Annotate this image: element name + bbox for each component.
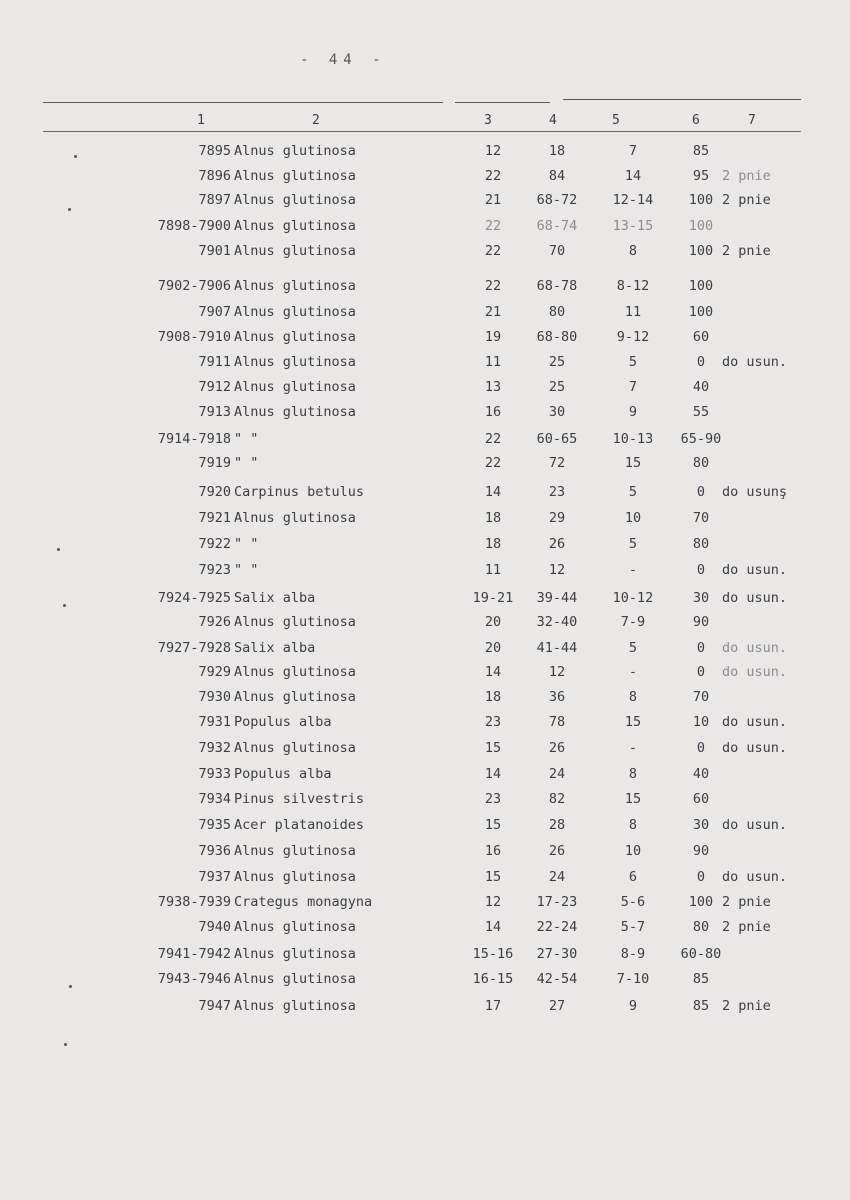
header-col-5: 5 bbox=[612, 113, 620, 128]
col-6-value: 10 bbox=[692, 714, 710, 730]
remarks: do usun. bbox=[722, 590, 788, 606]
col-5-value: 6 bbox=[628, 869, 638, 885]
col-6-value: 60 bbox=[692, 329, 710, 345]
header-col-6: 6 bbox=[692, 113, 700, 128]
col-5-value: 9 bbox=[628, 998, 638, 1014]
col-6-value: 100 bbox=[688, 894, 714, 910]
row-number: 7920 bbox=[198, 484, 231, 500]
species-name: Alnus glutinosa bbox=[234, 510, 356, 526]
species-name: Crategus monagyna bbox=[234, 894, 373, 910]
col-3-value: 19-21 bbox=[472, 590, 514, 606]
row-number: 7927-7928 bbox=[157, 640, 231, 656]
col-4-value: 68-78 bbox=[536, 278, 578, 294]
col-6-value: 80 bbox=[692, 536, 710, 552]
col-4-value: 18 bbox=[548, 143, 566, 159]
row-number: 7902-7906 bbox=[157, 278, 231, 294]
table-row bbox=[0, 510, 850, 530]
margin-mark bbox=[68, 208, 71, 211]
col-3-value: 15 bbox=[484, 740, 502, 756]
table-row bbox=[0, 404, 850, 424]
col-6-value: 0 bbox=[696, 354, 706, 370]
table-row bbox=[0, 431, 850, 451]
species-name: Populus alba bbox=[234, 766, 332, 782]
species-name: Alnus glutinosa bbox=[234, 614, 356, 630]
header-col-1: 1 bbox=[197, 113, 205, 128]
row-number: 7919 bbox=[198, 455, 231, 471]
col-3-value: 21 bbox=[484, 192, 502, 208]
col-4-value: 68-72 bbox=[536, 192, 578, 208]
row-number: 7930 bbox=[198, 689, 231, 705]
row-number: 7908-7910 bbox=[157, 329, 231, 345]
species-name: Alnus glutinosa bbox=[234, 168, 356, 184]
species-name: Alnus glutinosa bbox=[234, 843, 356, 859]
col-4-value: 41-44 bbox=[536, 640, 578, 656]
col-6-value: 30 bbox=[692, 590, 710, 606]
species-name: Alnus glutinosa bbox=[234, 354, 356, 370]
row-number: 7923 bbox=[198, 562, 231, 578]
col-5-value: 10 bbox=[624, 843, 642, 859]
species-name: Carpinus betulus bbox=[234, 484, 365, 500]
col-3-value: 15 bbox=[484, 817, 502, 833]
remarks: 2 pnie bbox=[722, 243, 771, 259]
species-name: Alnus glutinosa bbox=[234, 329, 356, 345]
col-4-value: 36 bbox=[548, 689, 566, 705]
col-6-value: 0 bbox=[696, 640, 706, 656]
col-6-value: 40 bbox=[692, 379, 710, 395]
col-4-value: 80 bbox=[548, 304, 566, 320]
col-6-value: 0 bbox=[696, 740, 706, 756]
col-5-value: - bbox=[628, 562, 638, 578]
row-number: 7935 bbox=[198, 817, 231, 833]
table-row bbox=[0, 766, 850, 786]
table-row bbox=[0, 329, 850, 349]
margin-mark bbox=[69, 985, 72, 988]
col-6-value: 60-80 bbox=[680, 946, 722, 962]
table-row bbox=[0, 664, 850, 684]
table-row bbox=[0, 536, 850, 556]
col-6-value: 80 bbox=[692, 919, 710, 935]
table-row bbox=[0, 946, 850, 966]
species-name: Alnus glutinosa bbox=[234, 689, 356, 705]
col-5-value: 14 bbox=[624, 168, 642, 184]
col-3-value: 19 bbox=[484, 329, 502, 345]
col-5-value: 10-12 bbox=[612, 590, 654, 606]
remarks: do usun. bbox=[722, 354, 788, 370]
margin-mark bbox=[74, 155, 77, 158]
col-5-value: - bbox=[628, 740, 638, 756]
col-5-value: 5-7 bbox=[620, 919, 646, 935]
col-4-value: 25 bbox=[548, 379, 566, 395]
col-4-value: 68-74 bbox=[536, 218, 578, 234]
remarks: 2 pnie bbox=[722, 894, 771, 910]
species-name: Pinus silvestris bbox=[234, 791, 365, 807]
remarks: 2 pnie bbox=[722, 168, 771, 184]
table-row bbox=[0, 590, 850, 610]
col-6-value: 0 bbox=[696, 664, 706, 680]
col-5-value: 15 bbox=[624, 791, 642, 807]
col-4-value: 60-65 bbox=[536, 431, 578, 447]
species-name: " " bbox=[234, 562, 259, 578]
col-3-value: 18 bbox=[484, 536, 502, 552]
table-row bbox=[0, 455, 850, 475]
col-6-value: 100 bbox=[688, 192, 714, 208]
species-name: Alnus glutinosa bbox=[234, 998, 356, 1014]
col-4-value: 72 bbox=[548, 455, 566, 471]
col-6-value: 0 bbox=[696, 562, 706, 578]
col-5-value: 7-10 bbox=[616, 971, 650, 987]
col-6-value: 95 bbox=[692, 168, 710, 184]
species-name: Alnus glutinosa bbox=[234, 919, 356, 935]
table-row bbox=[0, 919, 850, 939]
species-name: " " bbox=[234, 536, 259, 552]
col-3-value: 12 bbox=[484, 143, 502, 159]
row-number: 7911 bbox=[198, 354, 231, 370]
col-4-value: 22-24 bbox=[536, 919, 578, 935]
species-name: Alnus glutinosa bbox=[234, 379, 356, 395]
col-5-value: 9-12 bbox=[616, 329, 650, 345]
col-5-value: 15 bbox=[624, 455, 642, 471]
row-number: 7943-7946 bbox=[157, 971, 231, 987]
col-3-value: 17 bbox=[484, 998, 502, 1014]
row-number: 7929 bbox=[198, 664, 231, 680]
col-3-value: 16 bbox=[484, 404, 502, 420]
species-name: Salix alba bbox=[234, 590, 316, 606]
col-6-value: 90 bbox=[692, 843, 710, 859]
margin-mark bbox=[57, 548, 60, 551]
page-number: - 44 - bbox=[300, 52, 387, 68]
table-row bbox=[0, 379, 850, 399]
row-number: 7914-7918 bbox=[157, 431, 231, 447]
table-row bbox=[0, 791, 850, 811]
col-3-value: 14 bbox=[484, 919, 502, 935]
remarks: do usun. bbox=[722, 740, 788, 756]
row-number: 7907 bbox=[198, 304, 231, 320]
table-row bbox=[0, 354, 850, 374]
species-name: Alnus glutinosa bbox=[234, 143, 356, 159]
row-number: 7938-7939 bbox=[157, 894, 231, 910]
col-4-value: 27 bbox=[548, 998, 566, 1014]
col-3-value: 16 bbox=[484, 843, 502, 859]
species-name: Alnus glutinosa bbox=[234, 192, 356, 208]
col-4-value: 27-30 bbox=[536, 946, 578, 962]
col-5-value: 10 bbox=[624, 510, 642, 526]
row-number: 7937 bbox=[198, 869, 231, 885]
col-4-value: 32-40 bbox=[536, 614, 578, 630]
col-3-value: 18 bbox=[484, 510, 502, 526]
col-6-value: 30 bbox=[692, 817, 710, 833]
table-row bbox=[0, 817, 850, 837]
col-5-value: 5 bbox=[628, 536, 638, 552]
col-3-value: 14 bbox=[484, 484, 502, 500]
row-number: 7912 bbox=[198, 379, 231, 395]
col-4-value: 68-80 bbox=[536, 329, 578, 345]
table-row bbox=[0, 143, 850, 163]
col-6-value: 85 bbox=[692, 143, 710, 159]
col-3-value: 14 bbox=[484, 766, 502, 782]
col-5-value: 8 bbox=[628, 689, 638, 705]
col-3-value: 22 bbox=[484, 168, 502, 184]
species-name: " " bbox=[234, 455, 259, 471]
col-3-value: 21 bbox=[484, 304, 502, 320]
col-3-value: 23 bbox=[484, 714, 502, 730]
row-number: 7926 bbox=[198, 614, 231, 630]
species-name: Alnus glutinosa bbox=[234, 740, 356, 756]
col-4-value: 70 bbox=[548, 243, 566, 259]
remarks: do usun. bbox=[722, 664, 788, 680]
col-3-value: 12 bbox=[484, 894, 502, 910]
col-5-value: - bbox=[628, 664, 638, 680]
col-4-value: 82 bbox=[548, 791, 566, 807]
col-6-value: 80 bbox=[692, 455, 710, 471]
species-name: Alnus glutinosa bbox=[234, 243, 356, 259]
col-4-value: 29 bbox=[548, 510, 566, 526]
table-row bbox=[0, 971, 850, 991]
col-3-value: 23 bbox=[484, 791, 502, 807]
row-number: 7932 bbox=[198, 740, 231, 756]
col-5-value: 5 bbox=[628, 484, 638, 500]
col-6-value: 85 bbox=[692, 971, 710, 987]
col-6-value: 65-90 bbox=[680, 431, 722, 447]
col-5-value: 7 bbox=[628, 143, 638, 159]
col-3-value: 22 bbox=[484, 278, 502, 294]
col-5-value: 15 bbox=[624, 714, 642, 730]
species-name: Alnus glutinosa bbox=[234, 664, 356, 680]
table-row bbox=[0, 192, 850, 212]
table-row bbox=[0, 740, 850, 760]
species-name: Salix alba bbox=[234, 640, 316, 656]
col-5-value: 12-14 bbox=[612, 192, 654, 208]
col-5-value: 8-9 bbox=[620, 946, 646, 962]
col-4-value: 28 bbox=[548, 817, 566, 833]
table-row bbox=[0, 998, 850, 1018]
table-row bbox=[0, 243, 850, 263]
col-5-value: 7-9 bbox=[620, 614, 646, 630]
table-row bbox=[0, 843, 850, 863]
remarks: 2 pnie bbox=[722, 998, 771, 1014]
col-4-value: 23 bbox=[548, 484, 566, 500]
table-row bbox=[0, 640, 850, 660]
col-4-value: 17-23 bbox=[536, 894, 578, 910]
row-number: 7898-7900 bbox=[157, 218, 231, 234]
col-6-value: 100 bbox=[688, 304, 714, 320]
col-6-value: 0 bbox=[696, 484, 706, 500]
remarks: 2 pnie bbox=[722, 919, 771, 935]
table-row bbox=[0, 614, 850, 634]
row-number: 7941-7942 bbox=[157, 946, 231, 962]
col-4-value: 84 bbox=[548, 168, 566, 184]
row-number: 7897 bbox=[198, 192, 231, 208]
col-5-value: 8 bbox=[628, 766, 638, 782]
col-4-value: 12 bbox=[548, 562, 566, 578]
row-number: 7921 bbox=[198, 510, 231, 526]
col-6-value: 70 bbox=[692, 689, 710, 705]
col-5-value: 8 bbox=[628, 243, 638, 259]
remarks: do usun. bbox=[722, 869, 788, 885]
col-6-value: 90 bbox=[692, 614, 710, 630]
col-3-value: 13 bbox=[484, 379, 502, 395]
table-row bbox=[0, 484, 850, 504]
species-name: " " bbox=[234, 431, 259, 447]
remarks: 2 pnie bbox=[722, 192, 771, 208]
col-3-value: 22 bbox=[484, 455, 502, 471]
col-6-value: 60 bbox=[692, 791, 710, 807]
col-3-value: 15-16 bbox=[472, 946, 514, 962]
col-3-value: 11 bbox=[484, 562, 502, 578]
col-5-value: 8-12 bbox=[616, 278, 650, 294]
col-3-value: 16-15 bbox=[472, 971, 514, 987]
row-number: 7931 bbox=[198, 714, 231, 730]
col-4-value: 12 bbox=[548, 664, 566, 680]
row-number: 7896 bbox=[198, 168, 231, 184]
species-name: Alnus glutinosa bbox=[234, 304, 356, 320]
header-col-4: 4 bbox=[549, 113, 557, 128]
col-4-value: 24 bbox=[548, 869, 566, 885]
species-name: Alnus glutinosa bbox=[234, 946, 356, 962]
col-6-value: 40 bbox=[692, 766, 710, 782]
col-5-value: 9 bbox=[628, 404, 638, 420]
remarks: do usun. bbox=[722, 562, 788, 578]
species-name: Alnus glutinosa bbox=[234, 218, 356, 234]
col-6-value: 70 bbox=[692, 510, 710, 526]
col-4-value: 42-54 bbox=[536, 971, 578, 987]
species-name: Alnus glutinosa bbox=[234, 971, 356, 987]
row-number: 7913 bbox=[198, 404, 231, 420]
row-number: 7895 bbox=[198, 143, 231, 159]
header-col-7: 7 bbox=[748, 113, 756, 128]
table-row bbox=[0, 689, 850, 709]
species-name: Alnus glutinosa bbox=[234, 869, 356, 885]
col-4-value: 39-44 bbox=[536, 590, 578, 606]
row-number: 7936 bbox=[198, 843, 231, 859]
species-name: Alnus glutinosa bbox=[234, 278, 356, 294]
col-6-value: 0 bbox=[696, 869, 706, 885]
remarks: do usun. bbox=[722, 714, 788, 730]
col-6-value: 100 bbox=[688, 278, 714, 294]
col-4-value: 26 bbox=[548, 843, 566, 859]
col-3-value: 14 bbox=[484, 664, 502, 680]
col-3-value: 22 bbox=[484, 431, 502, 447]
table-row bbox=[0, 562, 850, 582]
species-name: Populus alba bbox=[234, 714, 332, 730]
col-3-value: 22 bbox=[484, 218, 502, 234]
margin-mark bbox=[64, 1043, 67, 1046]
col-3-value: 18 bbox=[484, 689, 502, 705]
col-6-value: 85 bbox=[692, 998, 710, 1014]
row-number: 7922 bbox=[198, 536, 231, 552]
remarks: do usunş bbox=[722, 484, 788, 500]
col-4-value: 24 bbox=[548, 766, 566, 782]
col-6-value: 55 bbox=[692, 404, 710, 420]
header-col-2: 2 bbox=[312, 113, 320, 128]
table-row bbox=[0, 304, 850, 324]
col-3-value: 20 bbox=[484, 640, 502, 656]
col-6-value: 100 bbox=[688, 243, 714, 259]
col-4-value: 26 bbox=[548, 740, 566, 756]
col-5-value: 10-13 bbox=[612, 431, 654, 447]
remarks: do usun. bbox=[722, 817, 788, 833]
col-4-value: 78 bbox=[548, 714, 566, 730]
row-number: 7933 bbox=[198, 766, 231, 782]
row-number: 7934 bbox=[198, 791, 231, 807]
col-5-value: 5-6 bbox=[620, 894, 646, 910]
col-5-value: 5 bbox=[628, 354, 638, 370]
col-5-value: 11 bbox=[624, 304, 642, 320]
table-row bbox=[0, 278, 850, 298]
species-name: Acer platanoides bbox=[234, 817, 365, 833]
col-6-value: 100 bbox=[688, 218, 714, 234]
col-5-value: 13-15 bbox=[612, 218, 654, 234]
col-3-value: 11 bbox=[484, 354, 502, 370]
col-4-value: 30 bbox=[548, 404, 566, 420]
table-row bbox=[0, 869, 850, 889]
col-5-value: 5 bbox=[628, 640, 638, 656]
row-number: 7901 bbox=[198, 243, 231, 259]
col-3-value: 15 bbox=[484, 869, 502, 885]
row-number: 7940 bbox=[198, 919, 231, 935]
col-5-value: 8 bbox=[628, 817, 638, 833]
table-row bbox=[0, 714, 850, 734]
header-col-3: 3 bbox=[484, 113, 492, 128]
col-5-value: 7 bbox=[628, 379, 638, 395]
table-row bbox=[0, 894, 850, 914]
table-row bbox=[0, 218, 850, 238]
row-number: 7924-7925 bbox=[157, 590, 231, 606]
col-3-value: 22 bbox=[484, 243, 502, 259]
row-number: 7947 bbox=[198, 998, 231, 1014]
col-4-value: 25 bbox=[548, 354, 566, 370]
col-4-value: 26 bbox=[548, 536, 566, 552]
table-row bbox=[0, 168, 850, 188]
margin-mark bbox=[63, 604, 66, 607]
remarks: do usun. bbox=[722, 640, 788, 656]
col-3-value: 20 bbox=[484, 614, 502, 630]
species-name: Alnus glutinosa bbox=[234, 404, 356, 420]
